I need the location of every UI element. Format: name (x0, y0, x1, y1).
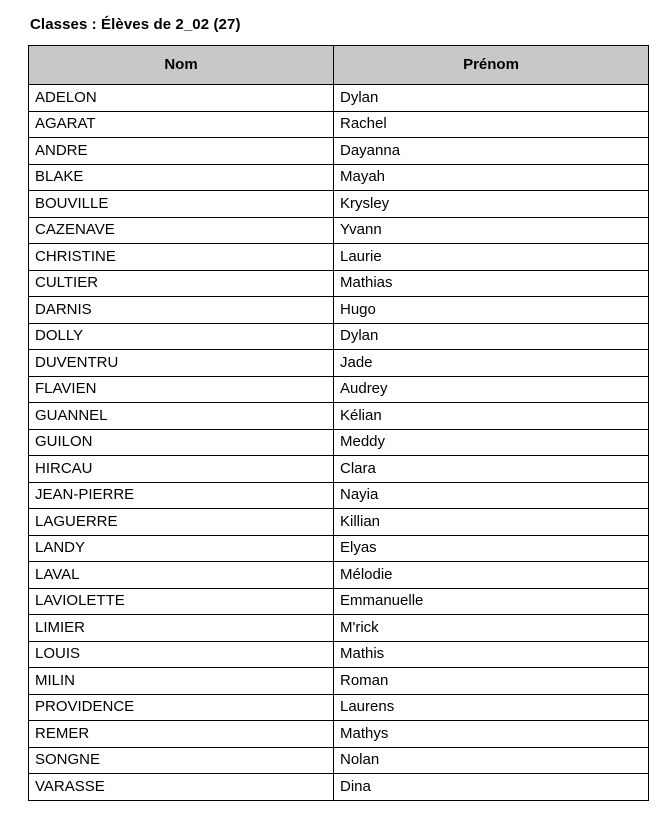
cell-nom: PROVIDENCE (29, 694, 334, 721)
table-row (29, 721, 649, 748)
cell-nom: MILIN (29, 668, 334, 695)
cell-nom: BOUVILLE (29, 191, 334, 218)
cell-nom: DARNIS (29, 297, 334, 324)
cell-nom: SONGNE (29, 747, 334, 774)
table-row (29, 694, 649, 721)
table-row (29, 535, 649, 562)
cell-prenom: Laurie (334, 244, 649, 271)
cell-prenom: Jade (334, 350, 649, 377)
cell-prenom: Krysley (334, 191, 649, 218)
cell-prenom: Mayah (334, 164, 649, 191)
cell-nom: GUILON (29, 429, 334, 456)
cell-nom: HIRCAU (29, 456, 334, 483)
table-row (29, 164, 649, 191)
table-row (29, 191, 649, 218)
cell-prenom: Dylan (334, 85, 649, 112)
cell-prenom: Elyas (334, 535, 649, 562)
column-header-nom: Nom (29, 46, 334, 85)
table-row (29, 244, 649, 271)
cell-prenom: Mélodie (334, 562, 649, 589)
table-row (29, 111, 649, 138)
table-row (29, 403, 649, 430)
cell-nom: AGARAT (29, 111, 334, 138)
cell-nom: FLAVIEN (29, 376, 334, 403)
cell-prenom: Hugo (334, 297, 649, 324)
table-header (29, 46, 649, 85)
cell-prenom: Dina (334, 774, 649, 801)
cell-prenom: Dayanna (334, 138, 649, 165)
cell-prenom: M'rick (334, 615, 649, 642)
cell-prenom: Yvann (334, 217, 649, 244)
cell-nom: CAZENAVE (29, 217, 334, 244)
cell-prenom: Mathias (334, 270, 649, 297)
cell-nom: DUVENTRU (29, 350, 334, 377)
table-body (29, 85, 649, 801)
cell-nom: LANDY (29, 535, 334, 562)
table-row (29, 429, 649, 456)
cell-prenom: Audrey (334, 376, 649, 403)
table-row (29, 747, 649, 774)
table-row (29, 138, 649, 165)
cell-prenom: Mathys (334, 721, 649, 748)
table-row (29, 615, 649, 642)
page-title: Classes : Élèves de 2_02 (27) (30, 16, 241, 33)
students-table (28, 45, 649, 801)
table-row (29, 323, 649, 350)
table-row (29, 456, 649, 483)
cell-nom: JEAN-PIERRE (29, 482, 334, 509)
cell-nom: BLAKE (29, 164, 334, 191)
table-row (29, 641, 649, 668)
table-row (29, 376, 649, 403)
cell-prenom: Meddy (334, 429, 649, 456)
cell-nom: GUANNEL (29, 403, 334, 430)
cell-prenom: Clara (334, 456, 649, 483)
table-row (29, 217, 649, 244)
table-row (29, 562, 649, 589)
cell-prenom: Dylan (334, 323, 649, 350)
table-row (29, 85, 649, 112)
cell-prenom: Nayia (334, 482, 649, 509)
cell-prenom: Kélian (334, 403, 649, 430)
cell-nom: VARASSE (29, 774, 334, 801)
cell-nom: LIMIER (29, 615, 334, 642)
cell-prenom: Nolan (334, 747, 649, 774)
cell-nom: DOLLY (29, 323, 334, 350)
cell-prenom: Laurens (334, 694, 649, 721)
cell-nom: LAVIOLETTE (29, 588, 334, 615)
table-row (29, 509, 649, 536)
cell-prenom: Killian (334, 509, 649, 536)
cell-nom: REMER (29, 721, 334, 748)
table-row (29, 297, 649, 324)
cell-prenom: Emmanuelle (334, 588, 649, 615)
cell-nom: ADELON (29, 85, 334, 112)
cell-prenom: Rachel (334, 111, 649, 138)
cell-nom: LAGUERRE (29, 509, 334, 536)
table-row (29, 270, 649, 297)
cell-nom: ANDRE (29, 138, 334, 165)
table-row (29, 482, 649, 509)
cell-prenom: Roman (334, 668, 649, 695)
table-row (29, 350, 649, 377)
column-header-prenom: Prénom (334, 46, 649, 85)
table-row (29, 668, 649, 695)
cell-nom: CULTIER (29, 270, 334, 297)
cell-nom: CHRISTINE (29, 244, 334, 271)
cell-nom: LOUIS (29, 641, 334, 668)
table-row (29, 774, 649, 801)
table-row (29, 588, 649, 615)
table-header-row (29, 46, 649, 85)
cell-nom: LAVAL (29, 562, 334, 589)
cell-prenom: Mathis (334, 641, 649, 668)
